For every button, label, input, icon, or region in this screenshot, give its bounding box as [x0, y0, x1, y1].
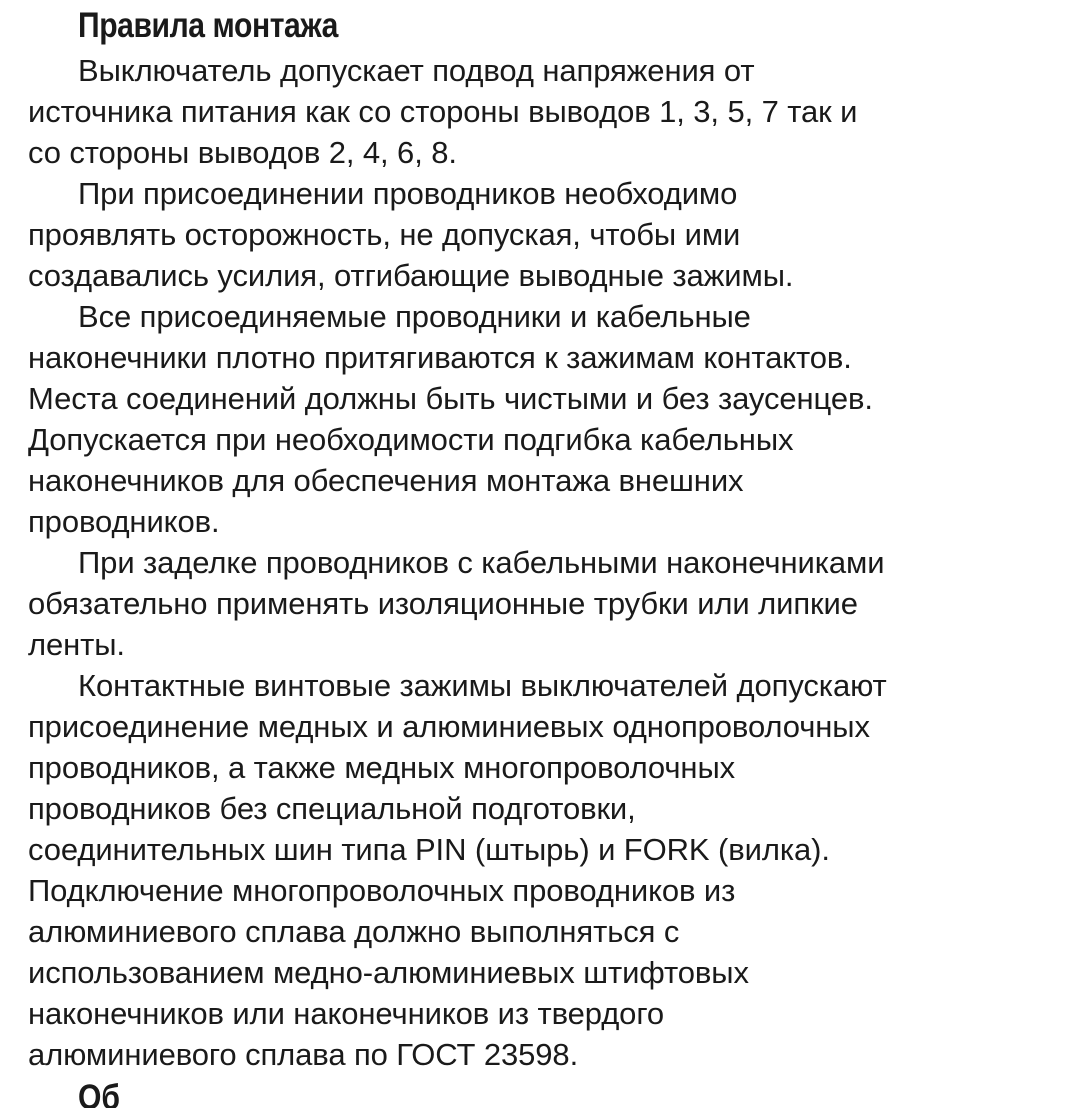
- text-line: Места соединений должны быть чистыми и без заусенцев.: [28, 381, 873, 416]
- text-line: создавались усилия, отгибающие выводные зажимы.: [28, 258, 794, 293]
- text-line: соединительных шин типа PIN (штырь) и FORK (вилка).: [28, 832, 830, 867]
- text-line: При заделке проводников с кабельными наконечниками: [78, 545, 885, 580]
- text-line: использованием медно-алюминиевых штифтовых: [28, 955, 749, 990]
- text-line: наконечников или наконечников из твердого: [28, 996, 664, 1031]
- text-line: проводников.: [28, 504, 220, 539]
- text-line: проводников без специальной подготовки,: [28, 791, 636, 826]
- text-line: Допускается при необходимости подгибка кабельных: [28, 422, 794, 457]
- section-body: [28, 50, 1072, 1075]
- text-line: проявлять осторожность, не допуская, чтобы ими: [28, 217, 741, 252]
- document-page: [28, 0, 1072, 1075]
- next-heading-text: Об: [78, 1078, 121, 1108]
- text-line: Контактные винтовые зажимы выключателей допускают: [78, 668, 887, 703]
- text-line: алюминиевого сплава по ГОСТ 23598.: [28, 1037, 579, 1072]
- text-line: Выключатель допускает подвод напряжения от: [78, 53, 755, 88]
- text-line: наконечников для обеспечения монтажа внешних: [28, 463, 744, 498]
- text-line: обязательно применять изоляционные трубки или липкие: [28, 586, 858, 621]
- text-line: ленты.: [28, 627, 125, 662]
- text-line: алюминиевого сплава должно выполняться с: [28, 914, 680, 949]
- next-section-heading-fragment: [78, 1078, 168, 1108]
- section-heading: Правила монтажа: [78, 6, 338, 45]
- text-line: наконечники плотно притягиваются к зажимам контактов.: [28, 340, 852, 375]
- text-line: со стороны выводов 2, 4, 6, 8.: [28, 135, 457, 170]
- text-line: источника питания как со стороны выводов 1, 3, 5, 7 так и: [28, 94, 858, 129]
- text-line: Все присоединяемые проводники и кабельные: [78, 299, 751, 334]
- text-line: При присоединении проводников необходимо: [78, 176, 738, 211]
- text-line: проводников, а также медных многопроволочных: [28, 750, 736, 785]
- text-line: присоединение медных и алюминиевых однопроволочных: [28, 709, 870, 744]
- text-line: Подключение многопроволочных проводников из: [28, 873, 736, 908]
